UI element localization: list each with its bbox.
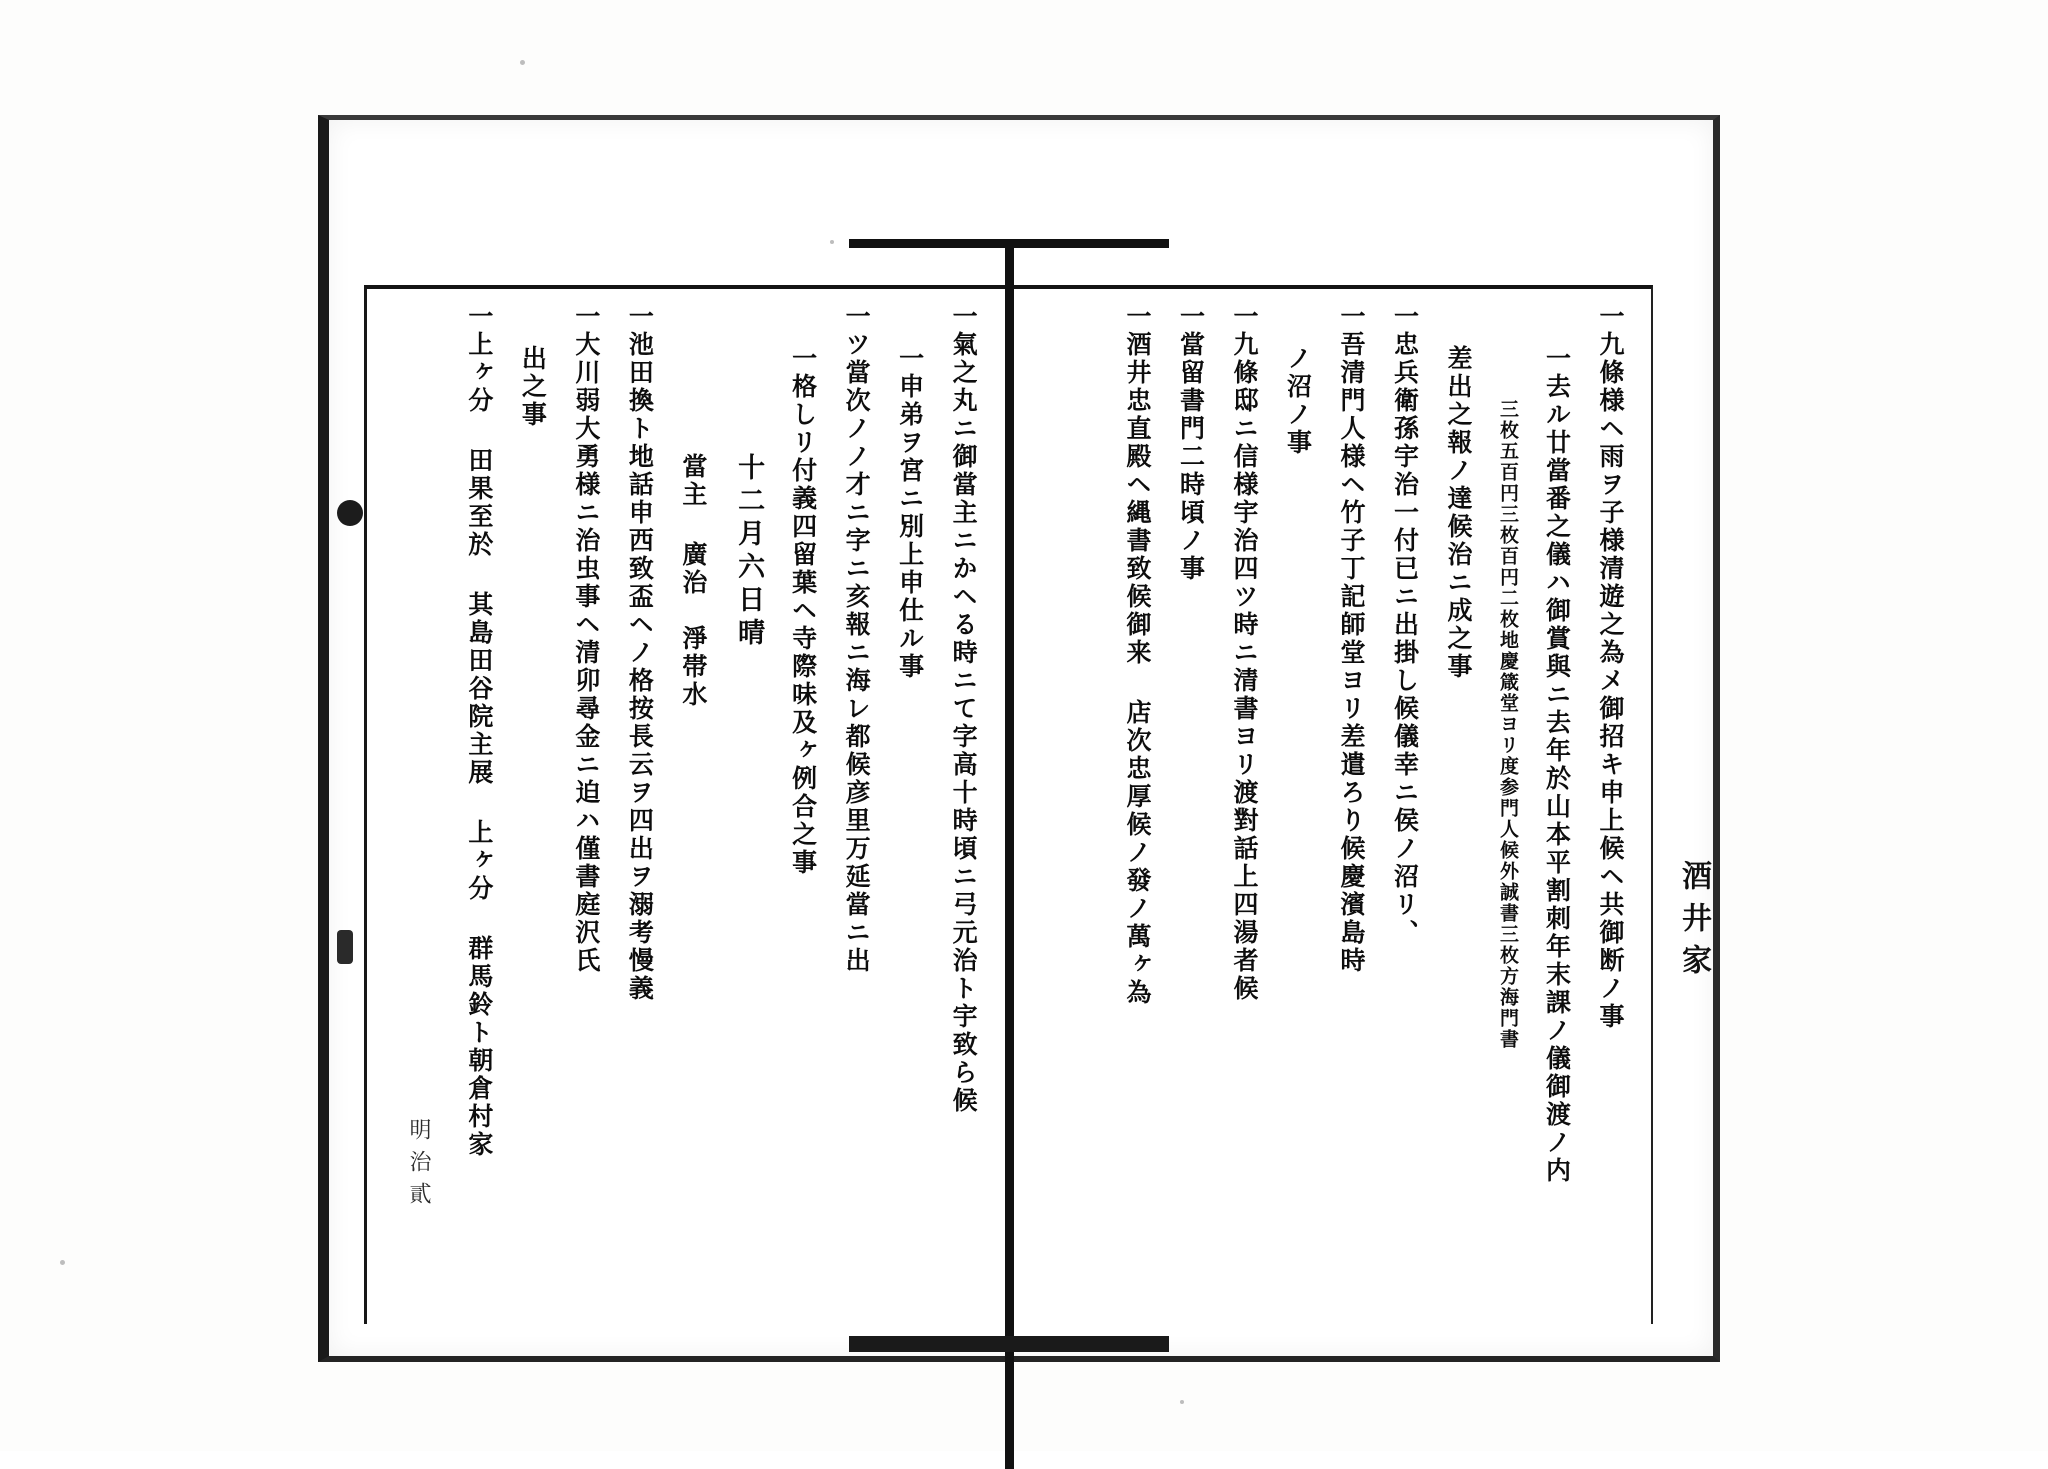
scan-speck: [830, 240, 834, 244]
text-column: ノ沼ノ事: [1283, 345, 1313, 457]
text-column: 一酒井忠直殿ヘ縄書致候御来 店次忠厚候ノ發ノ萬ヶ為: [1123, 303, 1153, 1007]
text-column: 出之事: [518, 345, 548, 429]
book-outer-frame: [318, 115, 1720, 1362]
signature-column: 當主 廣治 淨帯水: [678, 453, 708, 709]
scan-speck: [1180, 1400, 1184, 1404]
right-page-leaf: [1018, 289, 1647, 1324]
scan-speck: [60, 1260, 65, 1265]
book-spread: [300, 105, 1750, 1380]
cover-spine-label: 酒井家: [1676, 860, 1711, 986]
text-column: 一九條様ヘ雨ヲ子様清遊之為メ御招キ申上候ヘ共御断ノ事: [1596, 303, 1625, 1031]
binding-knot-lower: [337, 930, 353, 964]
spine-bottom-bar: [849, 1336, 1169, 1352]
text-column-annotation: 三枚五百円三枚百円二枚地慶箴堂ヨリ度参門人候外誠書三枚方海門書: [1497, 399, 1519, 1050]
text-column: 一去ル廿當番之儀ハ御賞與ニ去年於山本平割刺年末課ノ儀御渡ノ内: [1542, 345, 1572, 1185]
text-column: 一氣之丸ニ御當主ニかヘる時ニて字高十時頃ニ弓元治ト宇致ら候: [949, 303, 979, 1115]
text-column: 一當留書門二時頃ノ事: [1176, 303, 1206, 583]
scan-speck: [520, 60, 525, 65]
text-column: 一格しリ付義四留葉ヘ寺際味及ヶ例合之事: [788, 345, 818, 877]
text-column: 一九條邸ニ信様宇治四ツ時ニ清書ヨリ渡對話上四湯者候: [1230, 303, 1260, 1003]
text-column: 差出之報ノ達候治ニ成之事: [1444, 345, 1474, 681]
text-column: 一池田換ト地話申西致盃ヘノ格按長云ヲ四出ヲ溺考慢義: [625, 303, 655, 1003]
ruled-text-frame: [364, 285, 1653, 1324]
left-page-leaf: [371, 289, 1000, 1324]
text-column: 一申弟ヲ宮ニ別上申仕ル事: [895, 345, 925, 681]
text-column: 一吾清門人様ヘ竹子丁記師堂ヨリ差遣ろり候慶濱島時: [1337, 303, 1367, 975]
text-column: 一上ヶ分 田果至於 其島田谷院主展 上ヶ分 群馬鈴ト朝倉村家: [464, 303, 494, 1159]
date-heading: 十二月六日晴: [733, 453, 765, 651]
text-column: 一ツ當次ノノ才ニ字ニ亥報ニ海レ都候彦里万延當ニ出: [842, 303, 872, 975]
binding-knot-upper: [337, 500, 363, 526]
text-column: 一忠兵衛孫宇治一付已ニ出掛し候儀幸ニ侯ノ沼リ、: [1390, 303, 1420, 947]
spine-top-bar: [849, 239, 1169, 248]
seal-stamp: 明治貳: [406, 1118, 431, 1214]
text-column: 一大川弱大勇様ニ治虫事ヘ清卯尋金ニ迫ハ僅書庭沢氏: [571, 303, 601, 975]
book-spine-gutter: [1005, 244, 1014, 1469]
